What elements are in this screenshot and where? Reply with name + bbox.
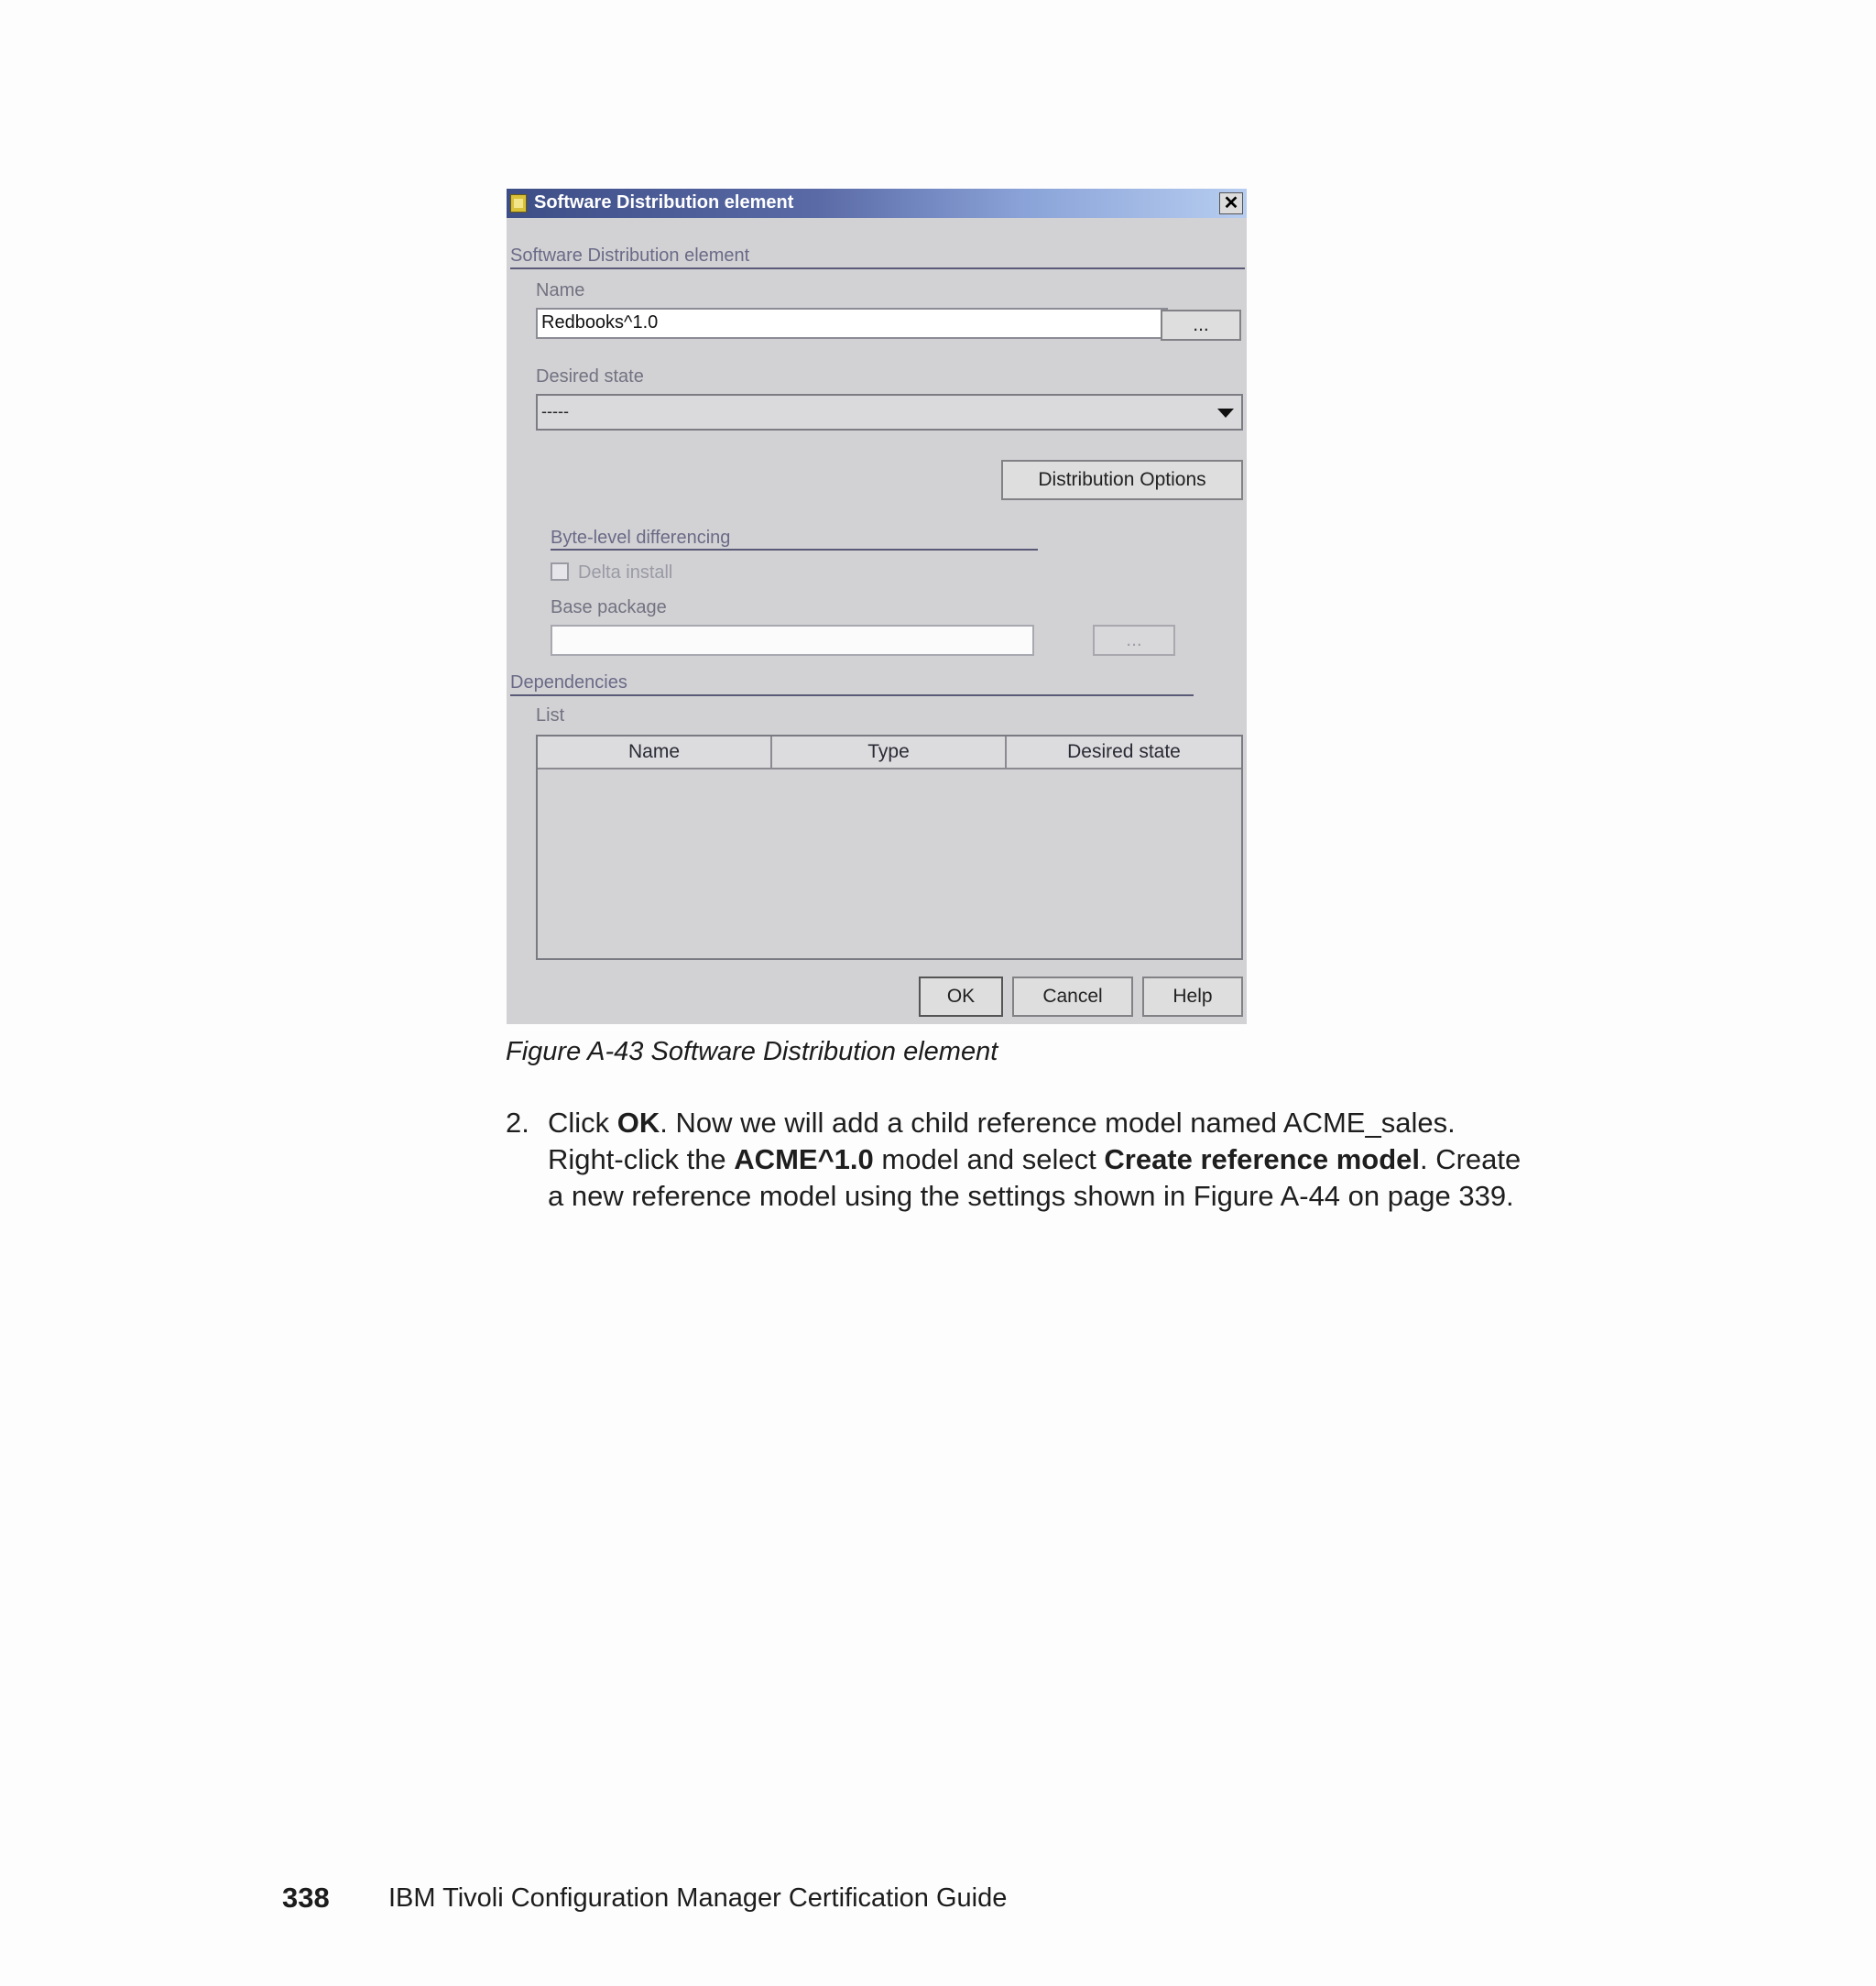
name-browse-button[interactable]: ... (1161, 310, 1241, 341)
section-divider (510, 267, 1245, 269)
byte-level-title: Byte-level differencing (551, 528, 731, 548)
dependencies-divider (510, 694, 1194, 696)
dialog-title: Software Distribution element (534, 192, 794, 213)
delta-install-checkbox[interactable] (551, 562, 569, 581)
step-text (548, 1105, 1647, 1215)
step-text-bold: OK (616, 1107, 660, 1139)
footer-title: IBM Tivoli Configuration Manager Certification Guide (388, 1883, 1008, 1913)
name-field[interactable]: Redbooks^1.0 (536, 308, 1168, 339)
name-label: Name (536, 280, 585, 300)
step-text-bold: Create reference model (1104, 1143, 1420, 1175)
list-label: List (536, 705, 565, 726)
software-distribution-dialog (507, 189, 1247, 1024)
byte-level-divider (551, 549, 1038, 551)
help-button[interactable]: Help (1142, 977, 1243, 1017)
column-header-desired-state[interactable]: Desired state (1007, 737, 1241, 769)
dependencies-table[interactable] (536, 735, 1243, 960)
step-number: 2. (506, 1107, 529, 1139)
dependencies-title: Dependencies (510, 672, 627, 693)
section-title: Software Distribution element (510, 246, 750, 266)
column-header-type[interactable]: Type (772, 737, 1007, 769)
desired-state-label: Desired state (536, 366, 644, 387)
base-package-label: Base package (551, 597, 667, 617)
step-line-1 (548, 1105, 1647, 1141)
base-package-field[interactable] (551, 625, 1034, 656)
distribution-options-button[interactable]: Distribution Options (1001, 460, 1243, 500)
step-line-2 (548, 1141, 1647, 1178)
delta-install-label: Delta install (578, 562, 673, 583)
cancel-button[interactable]: Cancel (1012, 977, 1133, 1017)
ok-button[interactable]: OK (919, 977, 1003, 1017)
step-text-segment: Click (548, 1107, 617, 1139)
desired-state-value: ----- (541, 402, 569, 420)
step-text-segment: . Create (1419, 1143, 1522, 1175)
base-package-browse-button[interactable]: ... (1093, 625, 1175, 656)
close-icon[interactable]: ✕ (1219, 192, 1243, 214)
figure-caption: Figure A-43 Software Distribution element (506, 1037, 998, 1066)
dialog-titlebar[interactable] (507, 189, 1247, 218)
step-text-segment: Right-click the (548, 1143, 735, 1175)
step-text-segment: model and select (873, 1143, 1105, 1175)
app-icon (510, 194, 527, 213)
step-text-bold: ACME^1.0 (734, 1143, 874, 1175)
chevron-down-icon[interactable] (1217, 409, 1234, 418)
desired-state-select[interactable] (536, 394, 1243, 431)
step-text-segment: . Now we will add a child reference model named ACME_sales. (660, 1107, 1456, 1139)
footer-page-number: 338 (282, 1882, 330, 1914)
column-header-name[interactable]: Name (538, 737, 772, 769)
step-line-3: a new reference model using the settings shown in Figure A-44 on page 339. (548, 1180, 1514, 1212)
